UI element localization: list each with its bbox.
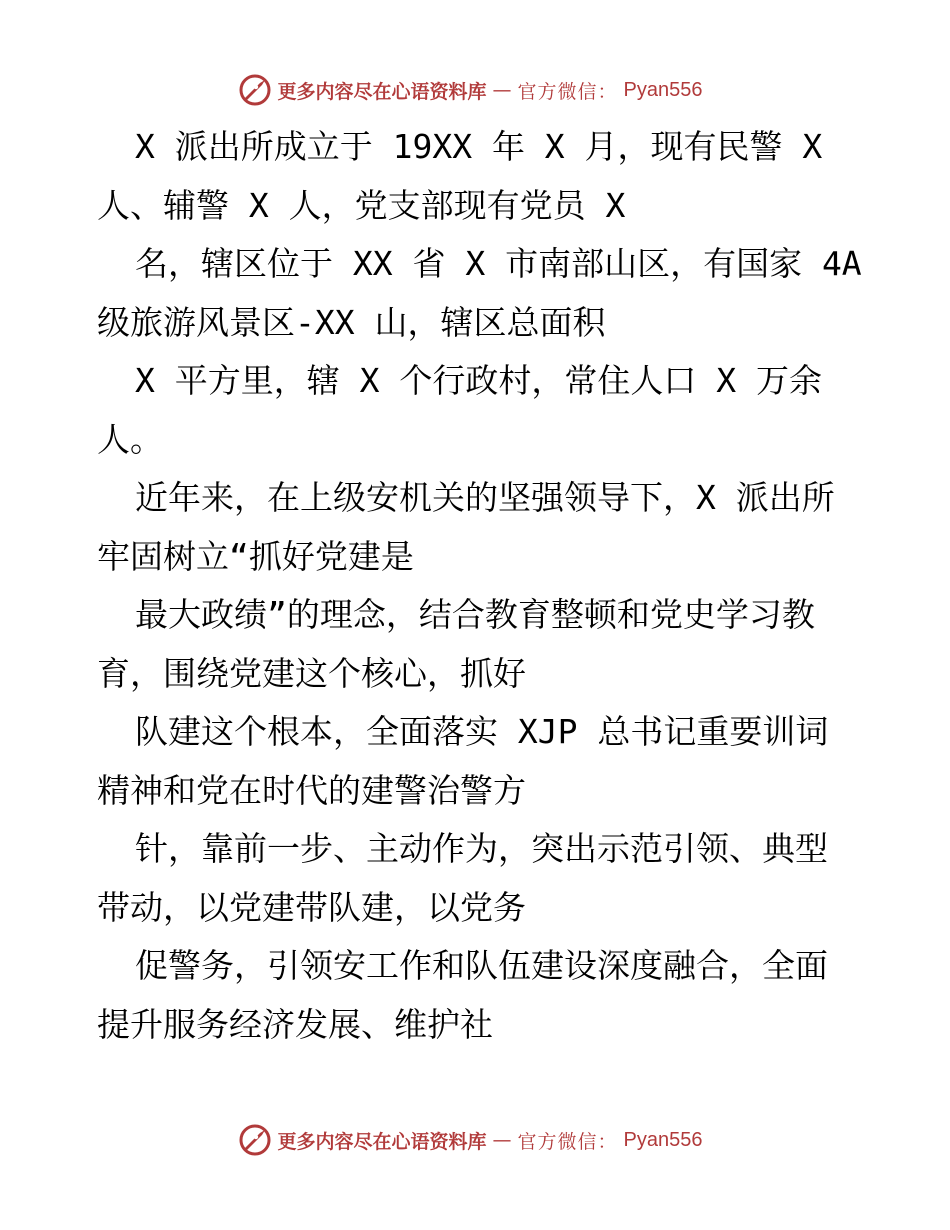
body-line: 人、辅警 X 人，党支部现有党员 X [97, 185, 626, 225]
footer-banner [238, 1123, 703, 1157]
header-banner-text: 更多内容尽在心语资料库 [277, 80, 487, 103]
header-wechat-label: 官方微信： [517, 80, 618, 103]
header-wechat-id: Pyan556 [623, 78, 703, 101]
body-line: 提升服务经济发展、维护社 [97, 1004, 493, 1044]
body-line: 带动，以党建带队建，以党务 [97, 887, 526, 927]
body-line: 人。 [97, 419, 163, 459]
document-body [97, 118, 867, 1054]
body-line: 队建这个根本，全面落实 XJP 总书记重要训词 [135, 712, 829, 751]
body-line: 针，靠前一步、主动作为，突出示范引领、典型 [135, 829, 828, 868]
body-line: 名，辖区位于 XX 省 X 市南部山区，有国家 4A [135, 244, 862, 283]
footer-wechat-id: Pyan556 [623, 1128, 703, 1151]
body-line: X 派出所成立于 19XX 年 X 月，现有民警 X [135, 127, 823, 166]
body-line: 最大政绩”的理念，结合教育整顿和党史学习教 [135, 595, 815, 634]
footer-wechat-label: 官方微信： [517, 1130, 618, 1153]
header-banner [238, 73, 703, 107]
body-line: 近年来，在上级安机关的坚强领导下，X 派出所 [135, 478, 835, 517]
page-footer [0, 1120, 950, 1160]
pen-nib-logo-icon [238, 1123, 272, 1157]
footer-banner-text: 更多内容尽在心语资料库 [277, 1130, 487, 1153]
header-banner-dash: — [492, 79, 512, 101]
body-line: 牢固树立“抓好党建是 [97, 536, 414, 576]
body-line: 促警务，引领安工作和队伍建设深度融合，全面 [135, 946, 828, 985]
pen-nib-logo-icon [238, 73, 272, 107]
page-header [0, 70, 950, 110]
body-line: 级旅游风景区-XX 山，辖区总面积 [97, 302, 606, 342]
body-line: X 平方里，辖 X 个行政村，常住人口 X 万余 [135, 361, 822, 400]
footer-banner-dash: — [492, 1129, 512, 1151]
body-line: 精神和党在时代的建警治警方 [97, 770, 526, 810]
body-line: 育，围绕党建这个核心，抓好 [97, 653, 526, 693]
